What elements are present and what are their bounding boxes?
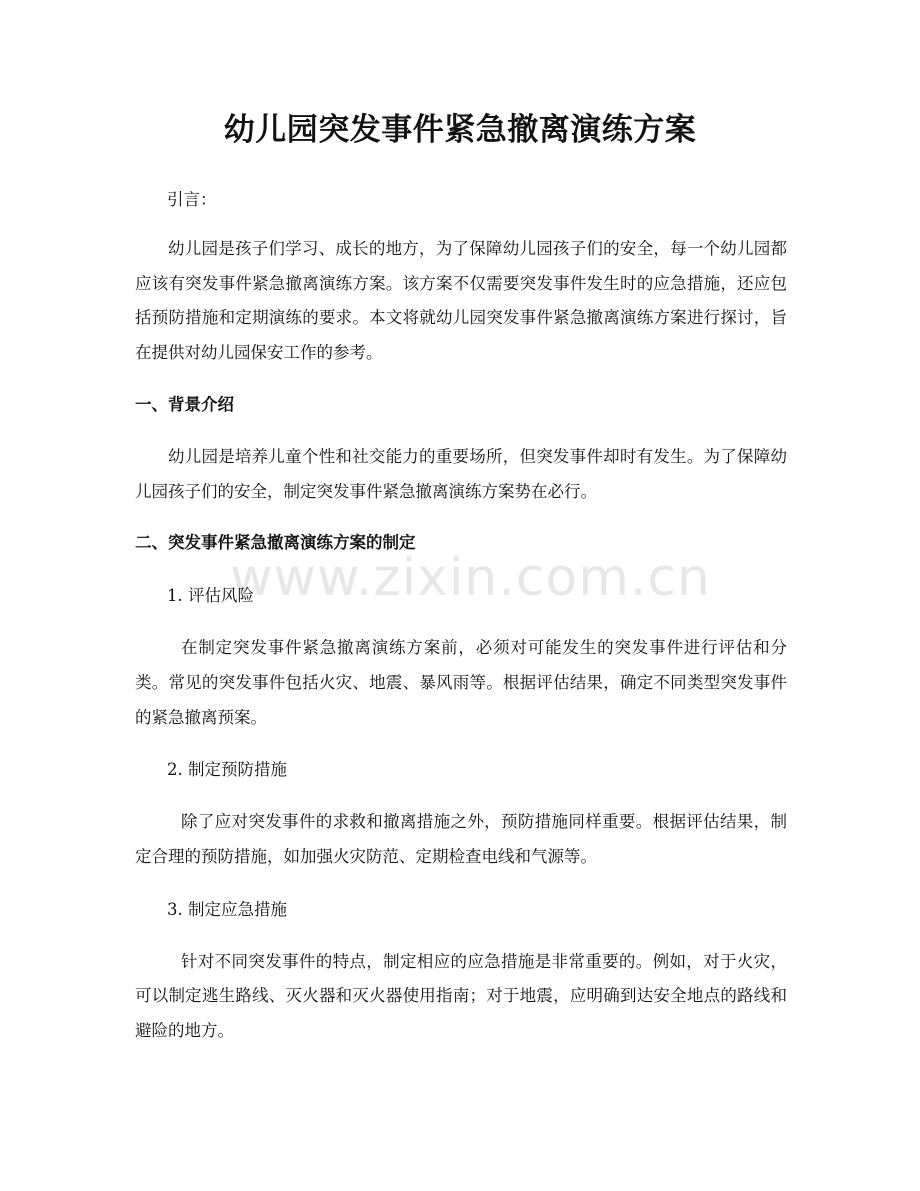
document-body — [135, 183, 787, 1049]
watermark-text: www.zixin.com.cn — [230, 548, 711, 608]
document-title: 幼儿园突发事件紧急撤离演练方案 — [223, 112, 697, 148]
intro-label: 引言： — [167, 190, 217, 209]
subsection-title-risk: 1. 评估风险 — [167, 586, 254, 606]
intro-paragraph: 幼儿园是孩子们学习、成长的地方，为了保障幼儿园孩子们的安全，每一个幼儿园都应该有突发事件紧急撤离演练方案。该方案不仅需要突发事件发生时的应急措施，还应包括预防措施和定期演练的要求。本文将就幼儿园突发事件紧急撤离演练方案进行探讨，旨在提供对幼儿园保安工作的参考。 — [135, 238, 787, 363]
section-heading-background: 一、背景介绍 — [135, 394, 234, 414]
section-heading-plan: 二、突发事件紧急撤离演练方案的制定 — [135, 533, 416, 553]
subsection-title-prevention: 2. 制定预防措施 — [167, 760, 287, 780]
emergency-paragraph: 针对不同突发事件的特点，制定相应的应急措施是非常重要的。例如，对于火灾，可以制定逃生路线、灭火器和灭火器使用指南；对于地震，应明确到达安全地点的路线和避险的地方。 — [135, 951, 787, 1041]
risk-paragraph: 在制定突发事件紧急撤离演练方案前，必须对可能发生的突发事件进行评估和分类。常见的突发事件包括火灾、地震、暴风雨等。根据评估结果，确定不同类型突发事件的紧急撤离预案。 — [135, 637, 787, 727]
subsection-title-emergency: 3. 制定应急措施 — [167, 899, 287, 919]
background-paragraph: 幼儿园是培养儿童个性和社交能力的重要场所，但突发事件却时有发生。为了保障幼儿园孩子们的安全，制定突发事件紧急撤离演练方案势在必行。 — [135, 446, 787, 501]
prevention-paragraph: 除了应对突发事件的求救和撤离措施之外，预防措施同样重要。根据评估结果，制定合理的预防措施，如加强火灾防范、定期检查电线和气源等。 — [135, 812, 787, 866]
